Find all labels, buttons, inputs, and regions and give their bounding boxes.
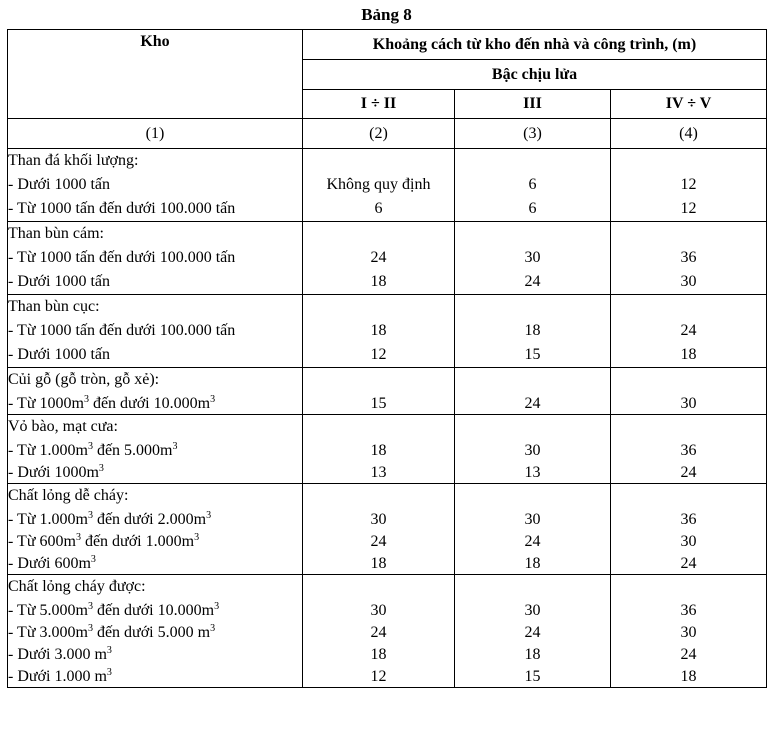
table-row [8, 295, 767, 368]
value-text: 24 [680, 646, 697, 663]
value-spacer [455, 575, 610, 599]
value-text: 30 [680, 273, 697, 290]
value-cell-col-3 [455, 415, 611, 484]
value-cell-col-2 [303, 415, 455, 484]
unit-exponent: 3 [87, 623, 93, 634]
value-spacer [611, 295, 766, 319]
header-col-2: I ÷ II [303, 90, 455, 119]
value-cell-col-4 [611, 295, 767, 368]
header-kho: Kho [8, 30, 303, 119]
value-cell-col-3 [455, 295, 611, 368]
label-text: - Dưới 3.000 m [8, 646, 107, 663]
value-spacer [611, 149, 766, 173]
kho-cell [8, 368, 303, 415]
value-spacer [303, 484, 454, 508]
index-cell-1: (1) [8, 119, 303, 149]
item-label: - Dưới 1000 tấn [8, 176, 111, 193]
value-text: 24 [370, 624, 387, 641]
header-fire-resistance: Bậc chịu lửa [303, 60, 767, 90]
value-cell-col-3 [455, 149, 611, 222]
table-row [8, 575, 767, 688]
value-text: 24 [524, 533, 541, 550]
value-text: 15 [524, 346, 541, 363]
value-cell-col-2 [303, 149, 455, 222]
value-text: 15 [524, 668, 541, 685]
value-cell-col-3 [455, 484, 611, 575]
group-title: Than đá khối lượng: [8, 152, 139, 169]
unit-exponent: 3 [106, 667, 112, 678]
value-text: 24 [524, 273, 541, 290]
value-text: 18 [524, 555, 541, 572]
kho-cell [8, 149, 303, 222]
value-cell-col-2 [303, 295, 455, 368]
value-spacer [455, 222, 610, 246]
value-text: 30 [524, 249, 541, 266]
unit-exponent: 3 [172, 441, 178, 452]
value-spacer [455, 368, 610, 392]
value-text: 6 [374, 200, 383, 217]
group-title: Chất lỏng cháy được: [8, 578, 146, 595]
unit-exponent: 3 [83, 394, 89, 405]
label-text: đến 5.000m [92, 442, 173, 459]
unit-exponent: 3 [87, 601, 93, 612]
item-label [8, 552, 302, 574]
header-distance: Khoảng cách từ kho đến nhà và công trình, (m) [303, 30, 767, 60]
header-col-3: III [455, 90, 611, 119]
value-text: 36 [680, 602, 697, 619]
index-row [8, 119, 767, 149]
unit-exponent: 3 [206, 510, 212, 521]
value-spacer [455, 149, 610, 173]
value-cell-col-2 [303, 222, 455, 295]
value-text: 30 [680, 624, 697, 641]
value-cell-col-2 [303, 575, 455, 688]
kho-cell [8, 484, 303, 575]
label-text: - Từ 600m [8, 533, 76, 550]
kho-cell [8, 295, 303, 368]
value-cell-col-4 [611, 575, 767, 688]
table-row [8, 149, 767, 222]
value-spacer [455, 484, 610, 508]
header-col-4: IV ÷ V [611, 90, 767, 119]
value-spacer [455, 415, 610, 439]
value-text: 13 [370, 464, 387, 481]
item-label [8, 508, 302, 530]
label-text: đến dưới 5.000 m [92, 624, 211, 641]
value-text: 30 [680, 533, 697, 550]
value-text: Không quy định [326, 176, 431, 193]
index-cell-2: (2) [303, 119, 455, 149]
unit-exponent: 3 [210, 623, 216, 634]
value-text: 12 [680, 200, 697, 217]
value-text: 36 [680, 442, 697, 459]
kho-cell [8, 222, 303, 295]
label-text: - Dưới 600m [8, 555, 91, 572]
unit-exponent: 3 [90, 554, 96, 565]
value-text: 30 [524, 602, 541, 619]
value-cell-col-2 [303, 368, 455, 415]
table-row [8, 484, 767, 575]
value-text: 30 [524, 511, 541, 528]
value-text: 12 [370, 346, 387, 363]
unit-exponent: 3 [98, 463, 104, 474]
item-label: - Từ 1000 tấn đến dưới 100.000 tấn [8, 249, 236, 266]
value-spacer [303, 149, 454, 173]
item-label [8, 665, 302, 687]
index-cell-4: (4) [611, 119, 767, 149]
group-title: Than bùn cục: [8, 298, 100, 315]
unit-exponent: 3 [87, 510, 93, 521]
item-label [8, 599, 302, 621]
label-text: đến dưới 10.000m [92, 602, 215, 619]
unit-exponent: 3 [87, 441, 93, 452]
value-text: 15 [370, 395, 387, 412]
index-cell-3: (3) [455, 119, 611, 149]
item-label [8, 643, 302, 665]
label-text: - Từ 1.000m [8, 442, 88, 459]
value-cell-col-4 [611, 149, 767, 222]
table-caption: Bảng 8 [361, 5, 412, 24]
label-text: - Dưới 1000m [8, 464, 99, 481]
value-text: 18 [524, 322, 541, 339]
label-text: - Từ 5.000m [8, 602, 88, 619]
group-title: Chất lỏng dễ cháy: [8, 487, 129, 504]
value-text: 24 [524, 624, 541, 641]
value-spacer [303, 368, 454, 392]
item-label [8, 530, 302, 552]
item-label: - Từ 1000 tấn đến dưới 100.000 tấn [8, 322, 236, 339]
value-text: 36 [680, 249, 697, 266]
item-label [8, 621, 302, 643]
unit-exponent: 3 [210, 394, 216, 405]
value-text: 18 [370, 322, 387, 339]
value-spacer [611, 368, 766, 392]
value-text: 18 [370, 273, 387, 290]
value-spacer [455, 295, 610, 319]
label-text: - Từ 1.000m [8, 511, 88, 528]
value-text: 18 [680, 668, 697, 685]
value-text: 36 [680, 511, 697, 528]
distance-table [7, 29, 767, 688]
label-text: - Từ 3.000m [8, 624, 88, 641]
item-label: - Dưới 1000 tấn [8, 346, 111, 363]
label-text: đến dưới 10.000m [88, 395, 211, 412]
item-label [8, 461, 302, 483]
value-spacer [611, 415, 766, 439]
table-body [8, 119, 767, 688]
value-cell-col-4 [611, 484, 767, 575]
value-text: 13 [524, 464, 541, 481]
unit-exponent: 3 [214, 601, 220, 612]
value-spacer [611, 222, 766, 246]
value-text: 24 [524, 395, 541, 412]
value-text: 18 [370, 442, 387, 459]
group-title: Than bùn cám: [8, 225, 104, 242]
item-label: - Từ 1000 tấn đến dưới 100.000 tấn [8, 200, 236, 217]
value-cell-col-4 [611, 222, 767, 295]
label-text: - Dưới 1.000 m [8, 668, 107, 685]
value-text: 24 [680, 464, 697, 481]
unit-exponent: 3 [75, 532, 81, 543]
item-label [8, 392, 302, 414]
kho-cell [8, 575, 303, 688]
value-text: 30 [680, 395, 697, 412]
value-text: 6 [528, 200, 537, 217]
label-text: đến dưới 2.000m [92, 511, 207, 528]
value-text: 18 [370, 555, 387, 572]
value-text: 24 [680, 322, 697, 339]
value-text: 12 [680, 176, 697, 193]
kho-cell [8, 415, 303, 484]
value-text: 24 [680, 555, 697, 572]
value-text: 12 [370, 668, 387, 685]
value-spacer [303, 222, 454, 246]
table-row [8, 222, 767, 295]
value-cell-col-3 [455, 368, 611, 415]
label-text: - Từ 1000m [8, 395, 84, 412]
value-text: 30 [370, 602, 387, 619]
value-text: 24 [370, 249, 387, 266]
unit-exponent: 3 [194, 532, 200, 543]
value-cell-col-4 [611, 415, 767, 484]
value-spacer [303, 415, 454, 439]
item-label [8, 439, 302, 461]
value-cell-col-2 [303, 484, 455, 575]
group-title: Củi gỗ (gỗ tròn, gỗ xẻ): [8, 371, 160, 388]
value-spacer [303, 295, 454, 319]
value-text: 30 [370, 511, 387, 528]
value-text: 30 [524, 442, 541, 459]
table-row [8, 415, 767, 484]
value-cell-col-4 [611, 368, 767, 415]
value-text: 18 [524, 646, 541, 663]
value-text: 24 [370, 533, 387, 550]
value-spacer [611, 575, 766, 599]
value-text: 18 [370, 646, 387, 663]
table-row [8, 368, 767, 415]
group-title: Vỏ bào, mạt cưa: [8, 418, 118, 435]
value-text: 6 [528, 176, 537, 193]
value-cell-col-3 [455, 575, 611, 688]
unit-exponent: 3 [106, 645, 112, 656]
value-spacer [303, 575, 454, 599]
value-spacer [611, 484, 766, 508]
value-text: 18 [680, 346, 697, 363]
label-text: đến dưới 1.000m [80, 533, 195, 550]
value-cell-col-3 [455, 222, 611, 295]
item-label: - Dưới 1000 tấn [8, 273, 111, 290]
